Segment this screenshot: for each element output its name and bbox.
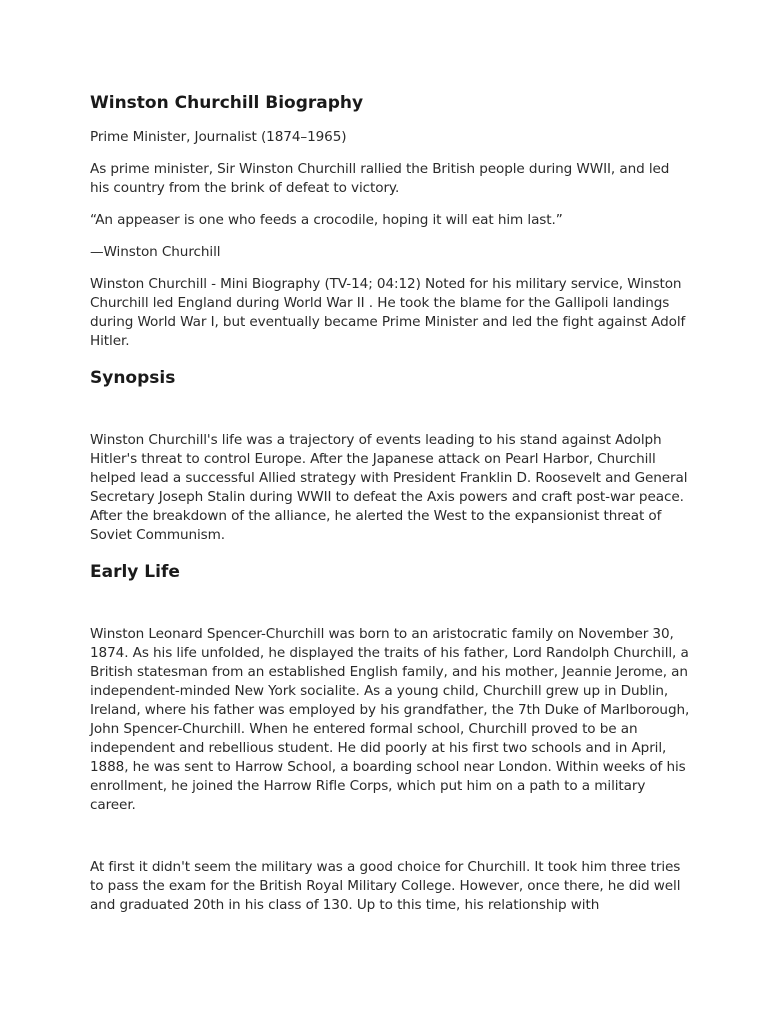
intro-paragraph: As prime minister, Sir Winston Churchill rallied the British people during WWII, and led his country from the brink of defeat to victory. — [90, 161, 670, 196]
document-page — [90, 92, 690, 928]
early-life-paragraph-2: At first it didn't seem the military was a good choice for Churchill. It took him three tries to pass the exam for the British Royal Military College. However, once there, he did well and graduated 20th in his class of 130. Up to this time, his relationship with — [90, 859, 681, 913]
early-life-heading: Early Life — [90, 562, 180, 582]
synopsis-heading: Synopsis — [90, 368, 176, 388]
page-title: Winston Churchill Biography — [90, 93, 364, 113]
early-life-paragraph-1: Winston Leonard Spencer-Churchill was born to an aristocratic family on November 30, 1874. As his life unfolded, he displayed the traits of his father, Lord Randolph Churchill, a British statesman from an established English family, and his mother, Jeannie Jerome, an independent-minded New York socialite. As a young child, Churchill grew up in Dublin, Ireland, where his father was employed by his grandfather, the 7th Duke of Marlborough, John Spencer-Churchill. When he entered formal school, Churchill proved to be an independent and rebellious student. He did poorly at his first two schools and in April, 1888, he was sent to Harrow School, a boarding school near London. Within weeks of his enrollment, he joined the Harrow Rifle Corps, which put him on a path to a military career. — [90, 626, 690, 813]
quote: “An appeaser is one who feeds a crocodile, hoping it will eat him last.” — [90, 212, 563, 228]
synopsis-paragraph: Winston Churchill's life was a trajectory of events leading to his stand against Adolph Hitler's threat to control Europe. After the Japanese attack on Pearl Harbor, Churchill helped lead a successful Allied strategy with President Franklin D. Roosevelt and General Secretary Joseph Stalin during WWII to defeat the Axis powers and craft post-war peace. After the breakdown of the alliance, he alerted the West to the expansionist threat of Soviet Communism. — [90, 432, 688, 543]
mini-bio-paragraph: Winston Churchill - Mini Biography (TV-14; 04:12) Noted for his military service, Winston Churchill led England during World War II . He took the blame for the Gallipoli landings during World War I, but eventually became Prime Minister and led the fight against Adolf Hitler. — [90, 276, 686, 349]
subtitle: Prime Minister, Journalist (1874–1965) — [90, 129, 347, 145]
quote-attribution: —Winston Churchill — [90, 244, 221, 260]
